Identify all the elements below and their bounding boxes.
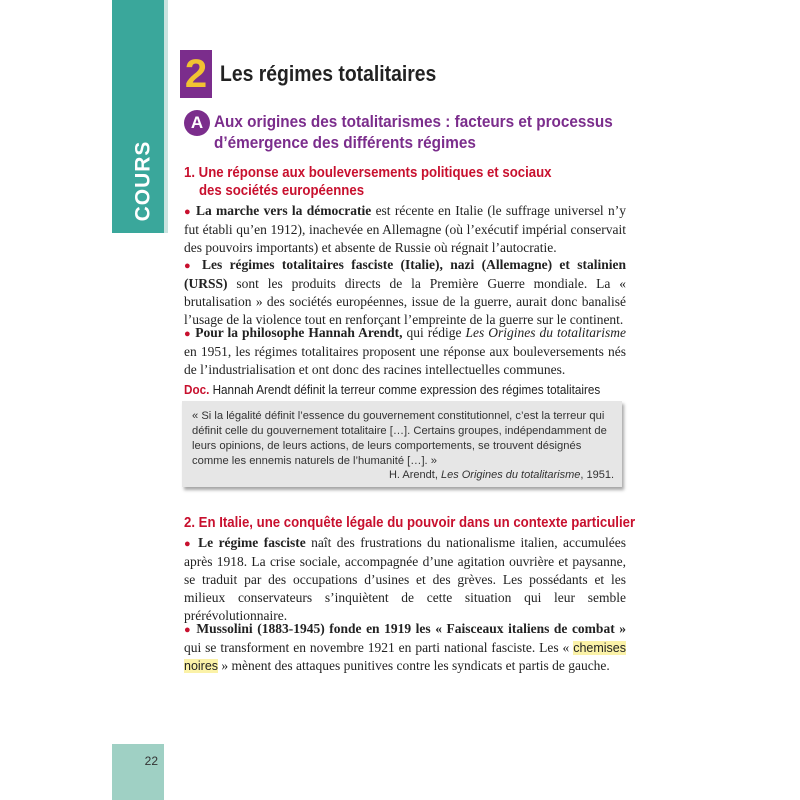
quote-source-title: Les Origines du totalitarisme <box>440 469 581 481</box>
section-heading <box>180 50 466 98</box>
p2-text: sont les produits directs de la Première Guerre mondiale. La « brutalisation » des sociétés européennes, issue de la guerre, aurait donc banalisé l’usage de la violence tout en renforçant l’empreinte de la guerre sur le continent. <box>184 276 626 327</box>
part1-paragraph-3 <box>184 324 626 379</box>
p4-bold: Le régime fasciste <box>198 535 306 550</box>
quote-text: « Si la légalité définit l’essence du gouvernement constitutionnel, c’est la terreur qui définit celle du gouvernement totalitaire […]. Certains groupes, indépendamment de leurs opinions, de leurs actions, de leurs comportements, se trouvent désignés comme les ennemis naturels de l’humanité […]. » <box>192 410 607 467</box>
doc-label-text: Hannah Arendt définit la terreur comme expression des régimes totalitaires <box>209 382 601 397</box>
part2-paragraph-1 <box>184 534 626 625</box>
quote-source-author: H. Arendt, <box>388 469 441 481</box>
subsection-badge: A <box>184 110 210 136</box>
part1-paragraph-1 <box>184 202 626 257</box>
bullet-icon: ● <box>184 538 193 550</box>
section-title: Les régimes totalitaires <box>220 61 437 86</box>
footer-band <box>112 744 164 800</box>
part1-heading <box>184 164 552 200</box>
quote-source <box>389 469 614 481</box>
p3-bold: Pour la philosophe Hannah Arendt, <box>195 325 403 340</box>
quote-source-year: , 1951. <box>580 469 614 481</box>
p5-text-b: » mènent des attaques punitives contre les syndicats et partis de gauche. <box>218 658 610 673</box>
subsection-title-line1: Aux origines des totalitarismes : facteurs et processus <box>214 112 613 131</box>
part2-heading: 2. En Italie, une conquête légale du pouvoir dans un contexte particulier <box>184 514 636 531</box>
bullet-icon: ● <box>184 328 192 340</box>
p5-text-a: qui se transforment en novembre 1921 en parti national fasciste. Les « <box>184 640 574 655</box>
p3-italic: Les Origines du totalitarisme <box>465 325 627 340</box>
subsection-title-line2: d’émergence des différents régimes <box>214 133 476 152</box>
p1-bold: La marche vers la démocratie <box>195 203 372 218</box>
part2-paragraph-2 <box>184 620 626 675</box>
bullet-icon: ● <box>184 624 192 636</box>
part1-heading-line1: 1. Une réponse aux bouleversements politiques et sociaux <box>184 164 552 181</box>
p4-text: naît des frustrations du nationalisme italien, accumulées après 1918. La crise sociale, accompagnée d’une agitation ouvrière et paysanne, se traduit par des occupations d’usines et des grèves. Les possédants et les milieux conservateurs s’inquiètent de cette situation qui leur semble prérévolutionnaire. <box>184 535 626 623</box>
section-number: 2 <box>180 50 212 98</box>
doc-label <box>184 382 600 397</box>
part1-paragraph-2 <box>184 256 626 329</box>
quote-box <box>182 401 622 487</box>
p3-text-a: qui rédige <box>402 325 466 340</box>
p2-bold: Les régimes totalitaires fasciste (Italie), nazi (Allemagne) et stalinien (URSS) <box>184 257 626 291</box>
doc-tag: Doc. <box>184 382 210 397</box>
part1-heading-line2: des sociétés européennes <box>198 182 365 199</box>
bullet-icon: ● <box>184 260 195 272</box>
p1-text: est récente en Italie (le suffrage universel n’y fut établi qu’en 1912), inachevée en Allemagne (où l’exécutif impérial conservait des pouvoirs importants) et absente de Russie où régnait l’autocratie. <box>184 203 627 255</box>
highlighted-term: chemises noires <box>184 641 626 673</box>
subsection-title <box>214 111 628 153</box>
p3-text-b: en 1951, les régimes totalitaires proposent une réponse aux bouleversements nés de l’industrialisation et ont donc des racines intellectuelles communes. <box>184 344 626 377</box>
page-number: 22 <box>144 754 158 768</box>
cours-tab-label: COURS <box>131 140 154 221</box>
p5-bold: Mussolini (1883-1945) fonde en 1919 les « Faisceaux italiens de combat » <box>196 621 626 636</box>
bullet-icon: ● <box>184 206 192 218</box>
cours-tab <box>122 128 164 233</box>
sidebar-shadow <box>164 0 168 233</box>
